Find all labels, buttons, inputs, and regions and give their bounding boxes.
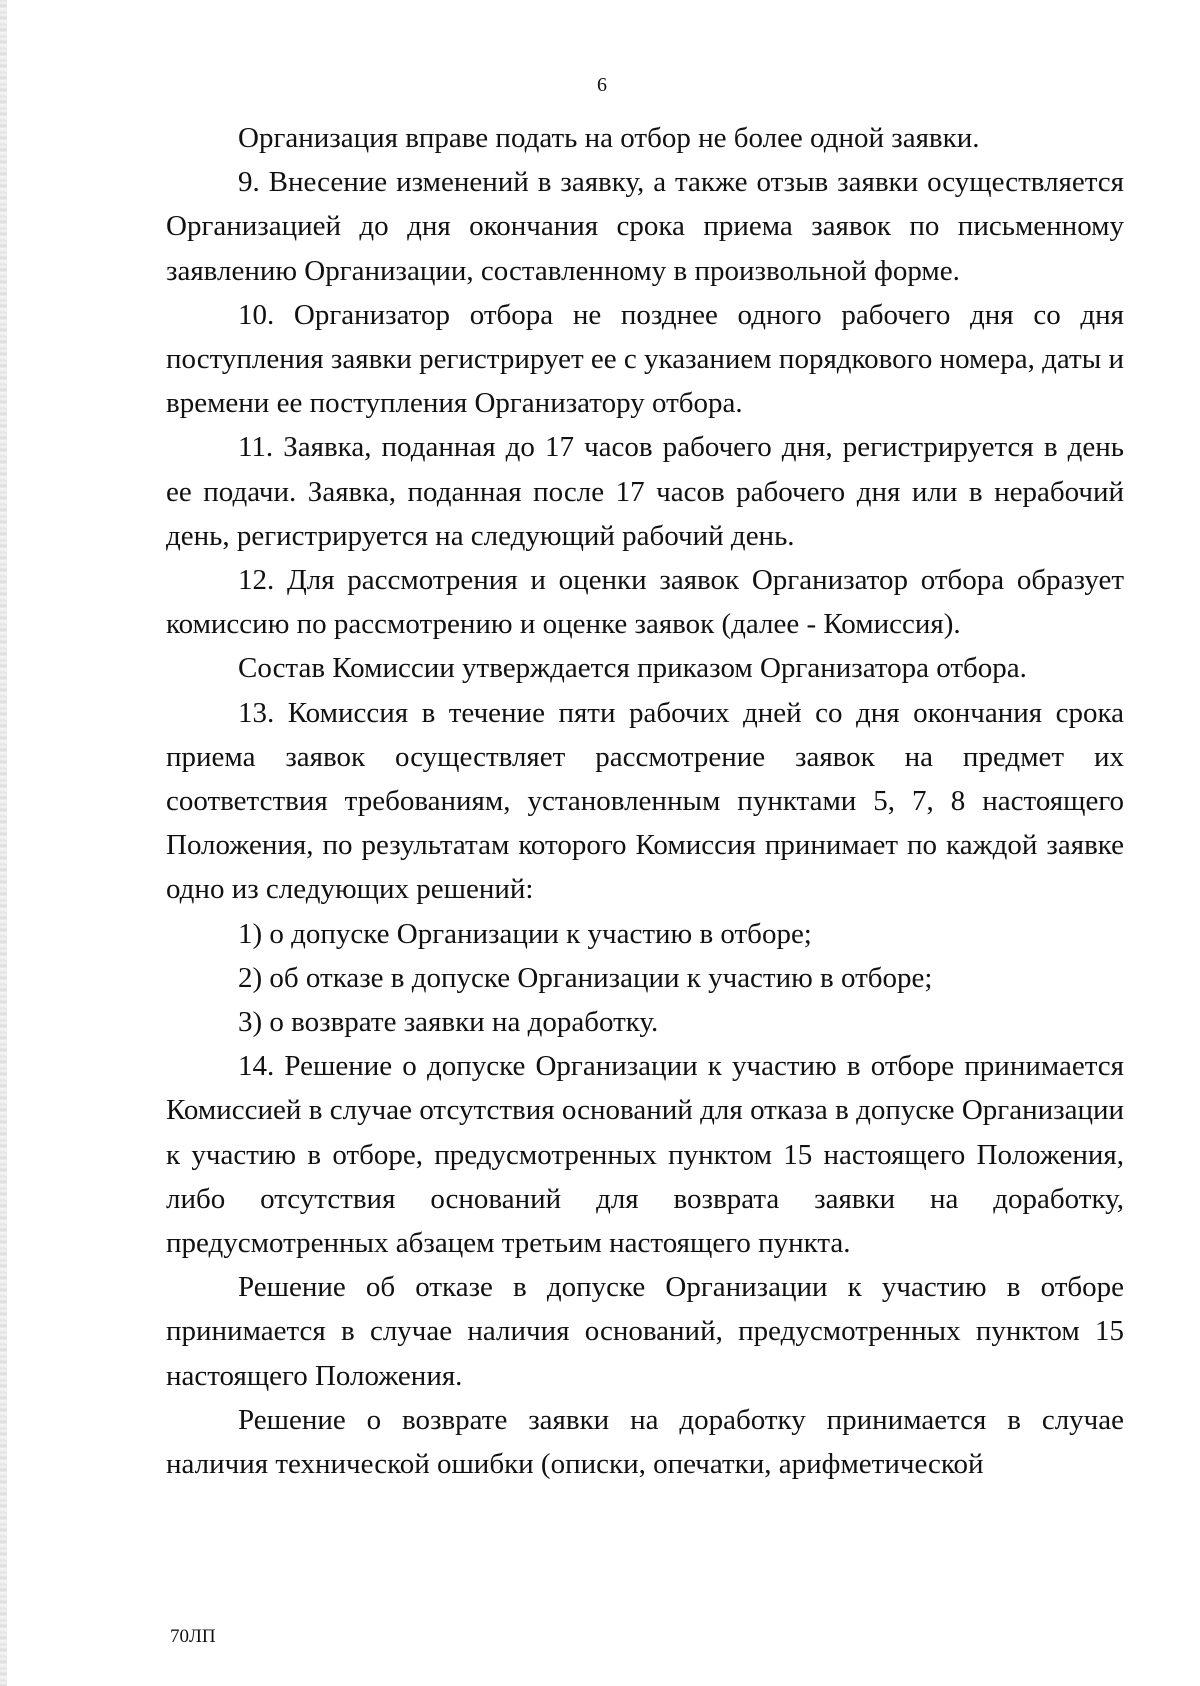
paragraph-return-decision: Решение о возврате заявки на доработку принимается в случае наличия технической ошибки (описки, опечатки, арифметической [166,1403,1124,1481]
paragraph-organization-limit: Организация вправе подать на отбор не более одной заявки. [238,122,980,154]
document-body [166,116,1124,1486]
paragraph-refusal-decision: Решение об отказе в допуске Организации к участию в отборе принимается в случае наличия оснований, предусмотренных пунктом 15 настоящего Положения. [166,1271,1124,1392]
scan-edge [0,0,7,1686]
paragraph-item-13: 13. Комиссия в течение пяти рабочих дней со дня окончания срока приема заявок осуществляет рассмотрение заявок на предмет их соответствия требованиям, установленным пунктами 5, 7, 8 настоящего Положения, по результатам которого Комиссия принимает по каждой заявке одно из следующих решений: [166,696,1124,906]
list-item-decision-2: 2) об отказе в допуске Организации к участию в отборе; [238,961,933,994]
paragraph-item-12: 12. Для рассмотрения и оценки заявок Организатор отбора образует комиссию по рассмотрению и оценке заявок (далее - Комиссия). [166,564,1124,641]
paragraph-item-14: 14. Решение о допуске Организации к участию в отборе принимается Комиссией в случае отсутствия оснований для отказа в допуске Организации к участию в отборе, предусмотренных пунктом 15 настоящего Положения, либо отсутствия оснований для возврата заявки на доработку, предусмотренных абзацем третьим настоящего пункта. [166,1050,1124,1260]
paragraph-commission-composition: Состав Комиссии утверждается приказом Организатора отбора. [238,652,1027,685]
list-item-decision-3: 3) о возврате заявки на доработку. [238,1006,659,1039]
page-number: 6 [597,74,607,96]
paragraph-item-11: 11. Заявка, поданная до 17 часов рабочего дня, регистрируется в день ее подачи. Заявка, поданная после 17 часов рабочего дня или в нерабочий день, регистрируется на следующий рабочий день. [166,431,1124,552]
footer-document-code: 70ЛП [170,1626,216,1647]
paragraph-item-9: 9. Внесение изменений в заявку, а также отзыв заявки осуществляется Организацией до дня окончания срока приема заявок по письменному заявлению Организации, составленному в произвольной форме. [166,166,1124,287]
paragraph-item-10: 10. Организатор отбора не позднее одного рабочего дня со дня поступления заявки регистрирует ее с указанием порядкового номера, даты и времени ее поступления Организатору отбора. [166,298,1124,420]
list-item-decision-1: 1) о допуске Организации к участию в отборе; [238,917,812,950]
